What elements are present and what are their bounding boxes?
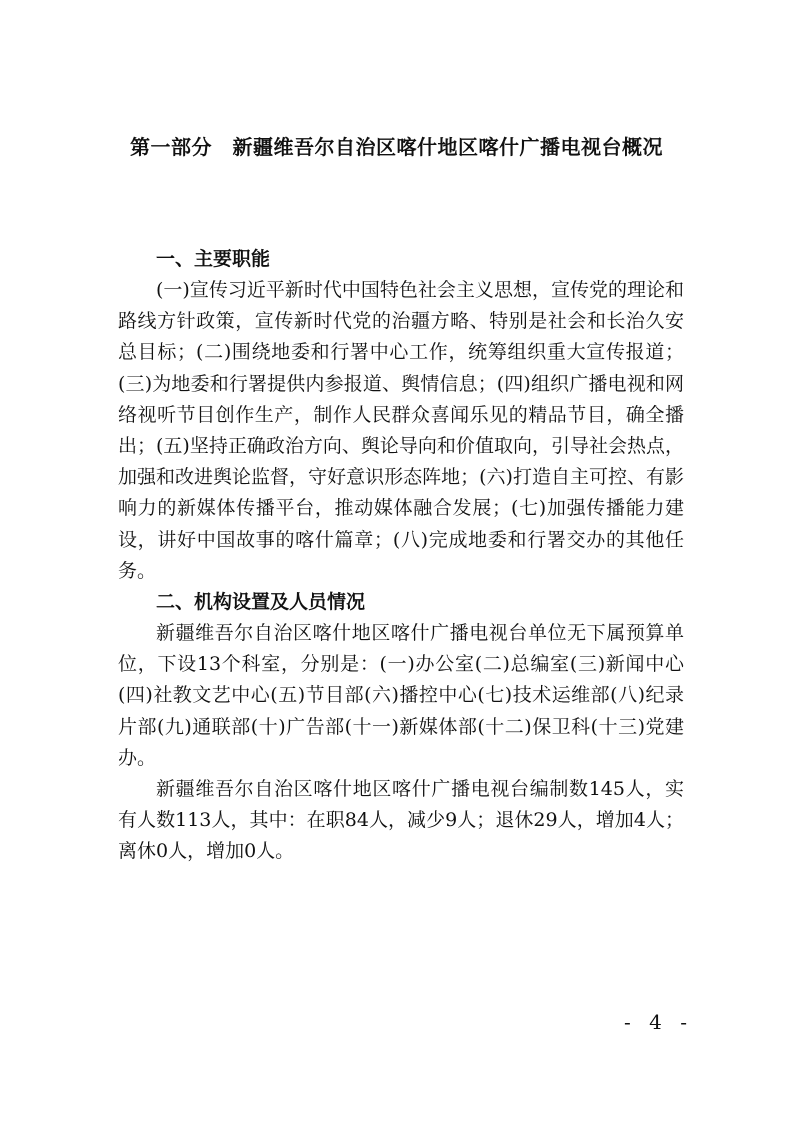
section-heading-organization: 二、机构设置及人员情况 — [156, 591, 366, 614]
page-number: - 4 - — [624, 1010, 693, 1034]
document-body — [118, 244, 684, 868]
staffing-paragraph: 新疆维吾尔自治区喀什地区喀什广播电视台编制数145人，实有人数113人，其中：在职84人，减少9人；退休29人，增加4人；离休0人，增加0人。 — [118, 778, 684, 863]
section-heading-functions: 一、主要职能 — [156, 248, 271, 270]
page-title: 第一部分 新疆维吾尔自治区喀什地区喀什广播电视台概况 — [130, 135, 663, 159]
functions-paragraph: (一)宣传习近平新时代中国特色社会主义思想，宣传党的理论和路线方针政策，宣传新时代党的治疆方略、特别是社会和长治久安总目标；(二)围绕地委和行署中心工作，统筹组织重大宣传报道；(三)为地委和行署提供内参报道、舆情信息；(四)组织广播电视和网络视听节目创作生产，制作人民群众喜闻乐见的精品节目，确全播出；(五)坚持正确政治方向、舆论导向和价值取向，引导社会热点，加强和改进舆论监督，守好意识形态阵地；(六)打造自主可控、有影响力的新媒体传播平台，推动媒体融合发展；(七)加强传播能力建设，讲好中国故事的喀什篇章；(八)完成地委和行署交办的其他任务。 — [118, 279, 684, 582]
organization-paragraph: 新疆维吾尔自治区喀什地区喀什广播电视台单位无下属预算单位，下设13个科室，分别是：(一)办公室(二)总编室(三)新闻中心(四)社教文艺中心(五)节目部(六)播控中心(七)技术运维部(八)纪录片部(九)通联部(十)广告部(十一)新媒体部(十二)保卫科(十三)党建办。 — [118, 622, 684, 769]
